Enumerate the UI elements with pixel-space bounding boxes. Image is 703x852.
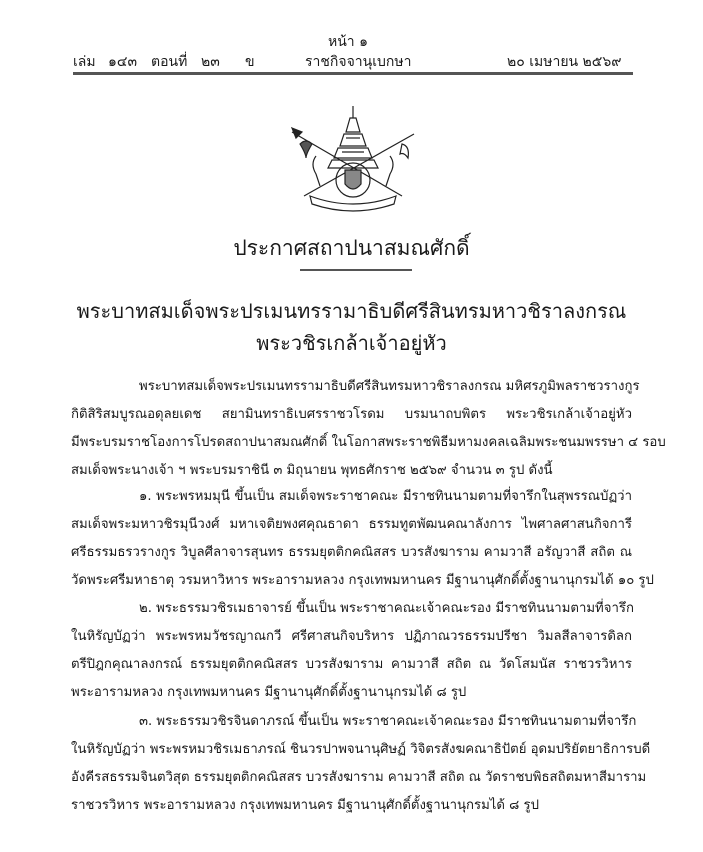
- section-number: ๒๓: [201, 54, 220, 70]
- header-divider: [73, 72, 633, 75]
- item-1-line: ๑. พระพรหมมุนี ขึ้นเป็น สมเด็จพระราชาคณะ มีราชทินนามตามที่จารึกในสุพรรณบัฏว่า: [139, 489, 632, 504]
- intro-line: พระบาทสมเด็จพระปรเมนทรรามาธิบดีศรีสินทรมหาวชิราลงกรณ มหิศรภูมิพลราชวรางกูร: [139, 379, 640, 394]
- section-type: ข: [245, 54, 255, 70]
- item-3-line: อังคีรสธรรมจินตวิสุต ธรรมยุตติกคณิสสร บวรสังฆาราม คามวาสี สถิต ณ วัดราชบพิธสถิตมหาสีมาราม: [71, 770, 647, 785]
- royal-garuda-emblem-icon: [290, 104, 416, 214]
- volume-number: ๑๔๓: [108, 54, 138, 70]
- king-title-line-1: พระบาทสมเด็จพระปรเมนทรรามาธิบดีศรีสินทรมหาวชิราลงกรณ: [76, 299, 627, 323]
- publication-date: ๒๐ เมษายน ๒๕๖๙: [507, 54, 622, 70]
- page-number: หน้า ๑: [328, 34, 368, 50]
- section-label: ตอนที่: [151, 54, 188, 70]
- item-2-line: ตรีปิฎกคุณาลงกรณ์ ธรรมยุตติกคณิสสร บวรสังฆาราม คามวาสี สถิต ณ วัดโสมนัส ราชวรวิหาร: [71, 657, 632, 672]
- gazette-name: ราชกิจจานุเบกษา: [305, 54, 412, 70]
- item-1-line: สมเด็จพระมหาวชิรมุนีวงศ์ มหาเจติยพงศคุณธาดา ธรรมทูตพัฒนคณาลังการ ไพศาลศาสนกิจการี: [71, 517, 632, 532]
- item-3-line: ราชวรวิหาร พระอารามหลวง กรุงเทพมหานคร มีฐานานุศักดิ์ตั้งฐานานุกรมได้ ๘ รูป: [71, 798, 540, 813]
- item-2-line: ๒. พระธรรมวชิรเมธาจารย์ ขึ้นเป็น พระราชาคณะเจ้าคณะรอง มีราชทินนามตามที่จารึก: [139, 601, 634, 616]
- intro-line: มีพระบรมราชโองการโปรดสถาปนาสมณศักดิ์ ในโอกาสพระราชพิธีมหามงคลเฉลิมพระชนมพรรษา ๔ รอบ: [71, 435, 666, 450]
- item-1-line: วัดพระศรีมหาธาตุ วรมหาวิหาร พระอารามหลวง กรุงเทพมหานคร มีฐานานุศักดิ์ตั้งฐานานุกรมได้ ๑๐ รูป: [71, 573, 654, 588]
- king-title-line-2: พระวชิรเกล้าเจ้าอยู่หัว: [256, 331, 447, 355]
- item-2-line: ในหิรัญบัฏว่า พระพรหมวัชรญาณกวี ศรีศาสนกิจบริหาร ปฏิภาณวรธรรมปรีชา วิมลสีลาจารดิลก: [71, 629, 632, 644]
- item-1-line: ศรีธรรมธรวรางกูร วิบูลศีลาจารสุนทร ธรรมยุตติกคณิสสร บวรสังฆาราม คามวาสี อรัญวาสี สถิต ณ: [71, 545, 632, 560]
- announcement-title: ประกาศสถาปนาสมณศักดิ์: [233, 236, 470, 260]
- title-divider: [300, 269, 412, 271]
- intro-line: กิติสิริสมบูรณอดุลยเดช สยามินทราธิเบศรราชวโรดม บรมนาถบพิตร พระวชิรเกล้าเจ้าอยู่หัว: [71, 407, 632, 422]
- item-3-line: ๓. พระธรรมวชิรจินดาภรณ์ ขึ้นเป็น พระราชาคณะเจ้าคณะรอง มีราชทินนามตามที่จารึก: [139, 714, 637, 729]
- item-2-line: พระอารามหลวง กรุงเทพมหานคร มีฐานานุศักดิ์ตั้งฐานานุกรมได้ ๘ รูป: [71, 685, 467, 700]
- item-3-line: ในหิรัญบัฏว่า พระพรหมวชิรเมธาภรณ์ ชินวรปาพจนานุศิษฏ์ วิจิตรสังฆคณาธิปัตย์ อุดมปริยัตยาธิการบดี: [71, 742, 651, 757]
- intro-line: สมเด็จพระนางเจ้า ฯ พระบรมราชินี ๓ มิถุนายน พุทธศักราช ๒๕๖๙ จำนวน ๓ รูป ดังนี้: [71, 463, 553, 478]
- volume-label: เล่ม: [73, 54, 96, 70]
